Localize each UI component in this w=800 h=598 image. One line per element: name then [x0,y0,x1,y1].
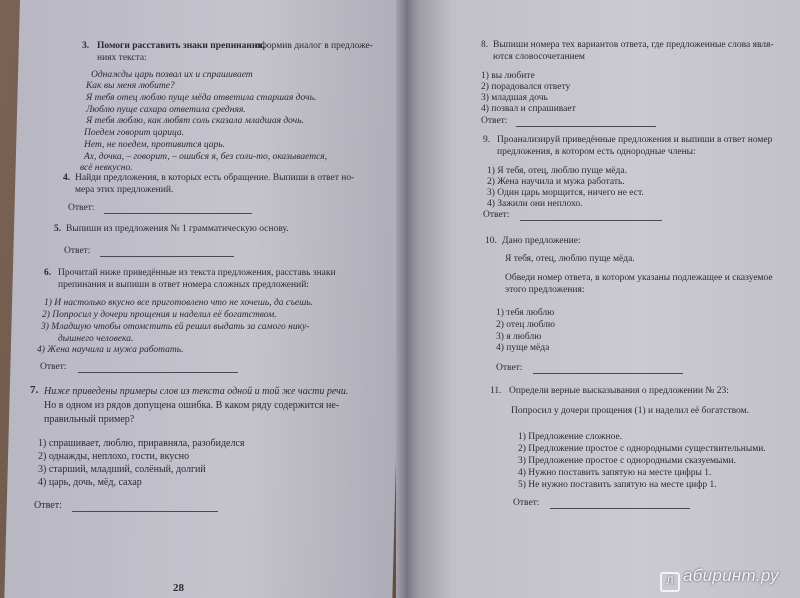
q6-answer-line[interactable] [78,372,238,373]
q10-option: 1) тебя люблю [496,308,555,318]
q5-text: Выпиши из предложения № 1 грамматическую основу. [66,224,289,234]
q10-number: 10. [485,236,497,246]
q5-answer-label: Ответ: [64,246,91,256]
q11-answer-label: Ответ: [513,498,540,508]
q3-text-line: Ах, дочка, – говорит, – ошибся я, без соли-то, оказывается, [84,152,328,162]
q8-option: 2) порадовался ответу [481,82,571,92]
q3-text-line: Люблю пуще сахара ответила средняя. [86,105,246,115]
q9-option: 3) Один царь морщится, ничего не ест. [487,188,644,198]
q11-text: Определи верные высказывания о предложении № 23: [509,386,729,396]
q10-option: 4) пуще мёда [496,343,550,353]
q8-option: 3) младшая дочь [481,93,548,103]
q6-option: 3) Младшую чтобы отомстить ей решил выдать за самого нику- [41,322,310,332]
q10-sentence: Я тебя, отец, люблю пуще мёда. [505,254,635,264]
q3-text-line: Я тебя отец люблю пуще мёда ответила старшая дочь. [86,93,317,103]
q6-option: 4) Жена научила и мужа работать. [37,345,184,355]
q8-answer-label: Ответ: [481,116,508,126]
q11-option: 3) Предложение простое с однородными сказуемыми. [518,456,736,466]
q11-option: 5) Не нужно поставить запятую на месте цифр 1. [518,480,717,490]
q6-text: Прочитай ниже приведённые из текста предложения, расставь знаки [58,268,336,278]
q6-option: 1) И настолько вкусно все приготовлено что не хочешь, да съешь. [44,298,313,308]
q7-text-cont: правильный пример? [44,414,135,425]
page-number: 28 [173,582,184,594]
q10-text-cont: этого предложения: [505,285,585,295]
q5-answer-line[interactable] [100,256,234,257]
q3-text-line: Однажды царь позвал их и спрашивает [91,70,253,80]
q7-text-cont: Но в одном из рядов допущена ошибка. В каком ряду содержится не- [44,400,340,411]
q9-answer-label: Ответ: [483,210,510,220]
q10-answer-line[interactable] [533,373,683,374]
q11-option: 1) Предложение сложное. [518,432,623,442]
q3-text-line: Нет, не поедем, противится царь. [84,140,225,150]
q3-text-line: Как вы меня любите? [86,81,175,91]
q7-number: 7. [30,384,39,396]
q11-sentence: Попросил у дочери прощения (1) и наделил её богатством. [511,406,750,416]
q7-option: 3) старший, младший, солёный, долгий [38,464,206,475]
q5-number: 5. [54,224,62,234]
q9-option: 2) Жена научила и мужа работать. [487,177,625,187]
q8-option: 1) вы любите [481,71,535,81]
q10-answer-label: Ответ: [496,363,523,373]
q8-answer-line[interactable] [516,126,656,127]
q3-title: Помоги расставить знаки препинания, [97,41,265,51]
labirint-logo-icon: Л [660,572,680,592]
q7-option: 2) однажды, неплохо, гости, вкусно [38,451,190,462]
q6-option: 2) Попросил у дочери прощения и наделил её богатством. [42,310,277,320]
q10-text-cont: Обведи номер ответа, в котором указаны подлежащее и сказуемое [505,273,773,283]
q4-number: 4. [63,173,71,183]
q8-option: 4) позвал и спрашивает [481,104,576,114]
q9-text-cont: предложения, в котором есть однородные члены: [497,147,696,157]
q11-number: 11. [490,386,502,396]
q10-option: 3) я люблю [496,332,542,342]
q11-answer-line[interactable] [550,508,690,509]
q7-answer-line[interactable] [72,511,218,512]
q7-answer-label: Ответ: [34,500,62,511]
q4-text: Найди предложения, в которых есть обращение. Выпиши в ответ но- [75,173,355,183]
q8-number: 8. [481,40,489,50]
q11-option: 4) Нужно поставить запятую на месте цифры 1. [518,468,712,478]
q11-option: 2) Предложение простое с однородными существительными. [518,444,766,454]
q8-text-cont: ются словосочетанием [493,52,585,62]
q6-option-cont: дышнего человека. [58,334,134,344]
book-gutter [396,0,418,598]
q3-title-rest: оформив диалог в предложе- [256,41,373,51]
q4-answer-line[interactable] [104,213,252,214]
q8-text: Выпиши номера тех вариантов ответа, где предложенные слова явля- [493,40,774,50]
q7-option: 1) спрашивает, люблю, приравняла, разобиделся [38,438,245,449]
q7-text: Ниже приведены примеры слов из текста одной и той же части речи. [44,386,349,397]
q10-text: Дано предложение: [502,236,581,246]
q10-option: 2) отец люблю [496,320,556,330]
q3-title-cont: ниях текста: [97,53,147,63]
q9-answer-line[interactable] [520,220,662,221]
q6-number: 6. [44,268,52,278]
q6-answer-label: Ответ: [40,362,67,372]
q4-text-cont: мера этих предложений. [75,185,174,195]
q4-answer-label: Ответ: [68,203,95,213]
q9-option: 4) Зажили они неплохо. [487,199,583,209]
q6-text-cont: препинания и выпиши в ответ номера сложных предложений: [58,280,309,290]
q3-text-line: Поедем говорит царица. [84,128,184,138]
q3-text-line: Я тебя люблю, как любят соль сказала младшая дочь. [86,116,304,126]
q7-option: 4) царь, дочь, мёд, сахар [38,477,142,488]
watermark-text: абиринт.ру [683,566,779,585]
q9-number: 9. [483,135,491,145]
q3-text-line: всё невкусно. [80,163,133,173]
q9-option: 1) Я тебя, отец, люблю пуще мёда. [487,166,627,176]
watermark [660,566,779,592]
q3-number: 3. [82,41,90,51]
q9-text: Проанализируй приведённые предложения и выпиши в ответ номер [497,135,773,145]
